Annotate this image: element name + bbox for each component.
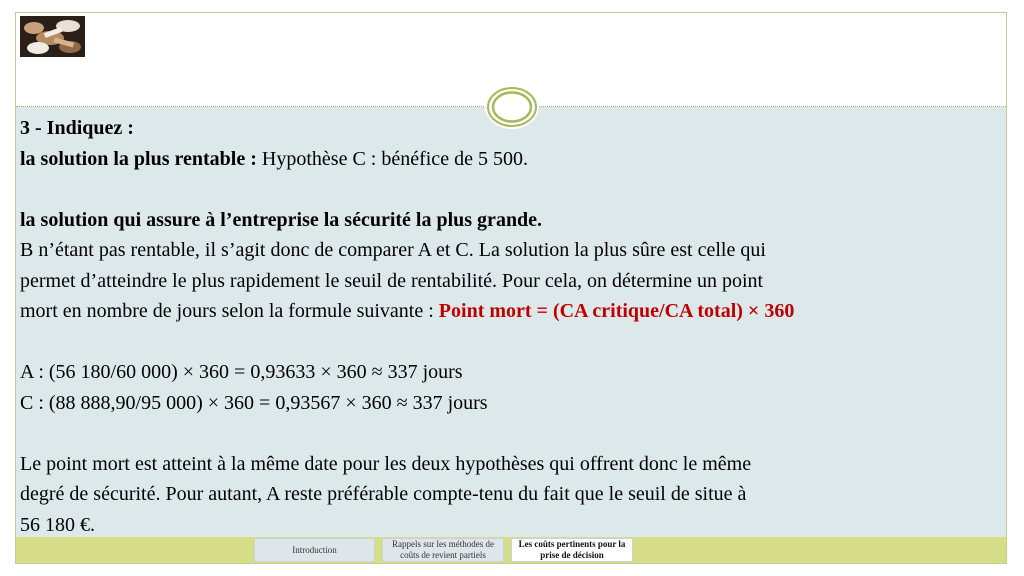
explanation-line-1: B n’étant pas rentable, il s’agit donc de comparer A et C. La solution la plus sûre est celle qui: [20, 239, 766, 261]
nav-tab-rappels[interactable]: [382, 538, 504, 562]
most-profitable-line: [20, 144, 1020, 175]
nav-tab-label: Introduction: [292, 544, 337, 555]
most-profitable-label: la solution la plus rentable :: [20, 147, 257, 170]
calculation-a: A : (56 180/60 000) × 360 = 0,93633 × 360 ≈ 337 jours: [20, 361, 463, 383]
conclusion-line-2: degré de sécurité. Pour autant, A reste préférable compte-tenu du fait que le seuil de situe à: [20, 483, 747, 505]
conclusion-line-1: Le point mort est atteint à la même date pour les deux hypothèses qui offrent donc le même: [20, 452, 752, 475]
nav-tab-label: Rappels sur les méthodes de coûts de revient partiels: [392, 539, 494, 560]
handshake-photo-icon: [20, 16, 85, 57]
nav-tab-label: Les coûts pertinents pour la prise de décision: [518, 539, 626, 560]
most-profitable-value: Hypothèse C : bénéfice de 5 500.: [256, 147, 528, 170]
slide-body-text: [20, 113, 1020, 540]
explanation-line-3: [20, 296, 1020, 327]
nav-tab-introduction[interactable]: [254, 538, 375, 562]
safest-solution-heading: la solution qui assure à l’entreprise la sécurité la plus grande.: [20, 208, 543, 231]
calculation-c: C : (88 888,90/95 000) × 360 = 0,93567 × 360 ≈ 337 jours: [20, 391, 488, 414]
breakeven-formula: Point mort = (CA critique/CA total) × 360: [438, 300, 795, 322]
explanation-line-2: permet d’atteindre le plus rapidement le seuil de rentabilité. Pour cela, on détermine un point: [20, 269, 764, 292]
explanation-line-3-text: mort en nombre de jours selon la formule suivante :: [20, 300, 439, 322]
question-heading: 3 - Indiquez :: [20, 117, 134, 139]
nav-tab-couts-pertinents[interactable]: [511, 538, 633, 562]
conclusion-line-3: 56 180 €.: [20, 513, 95, 536]
